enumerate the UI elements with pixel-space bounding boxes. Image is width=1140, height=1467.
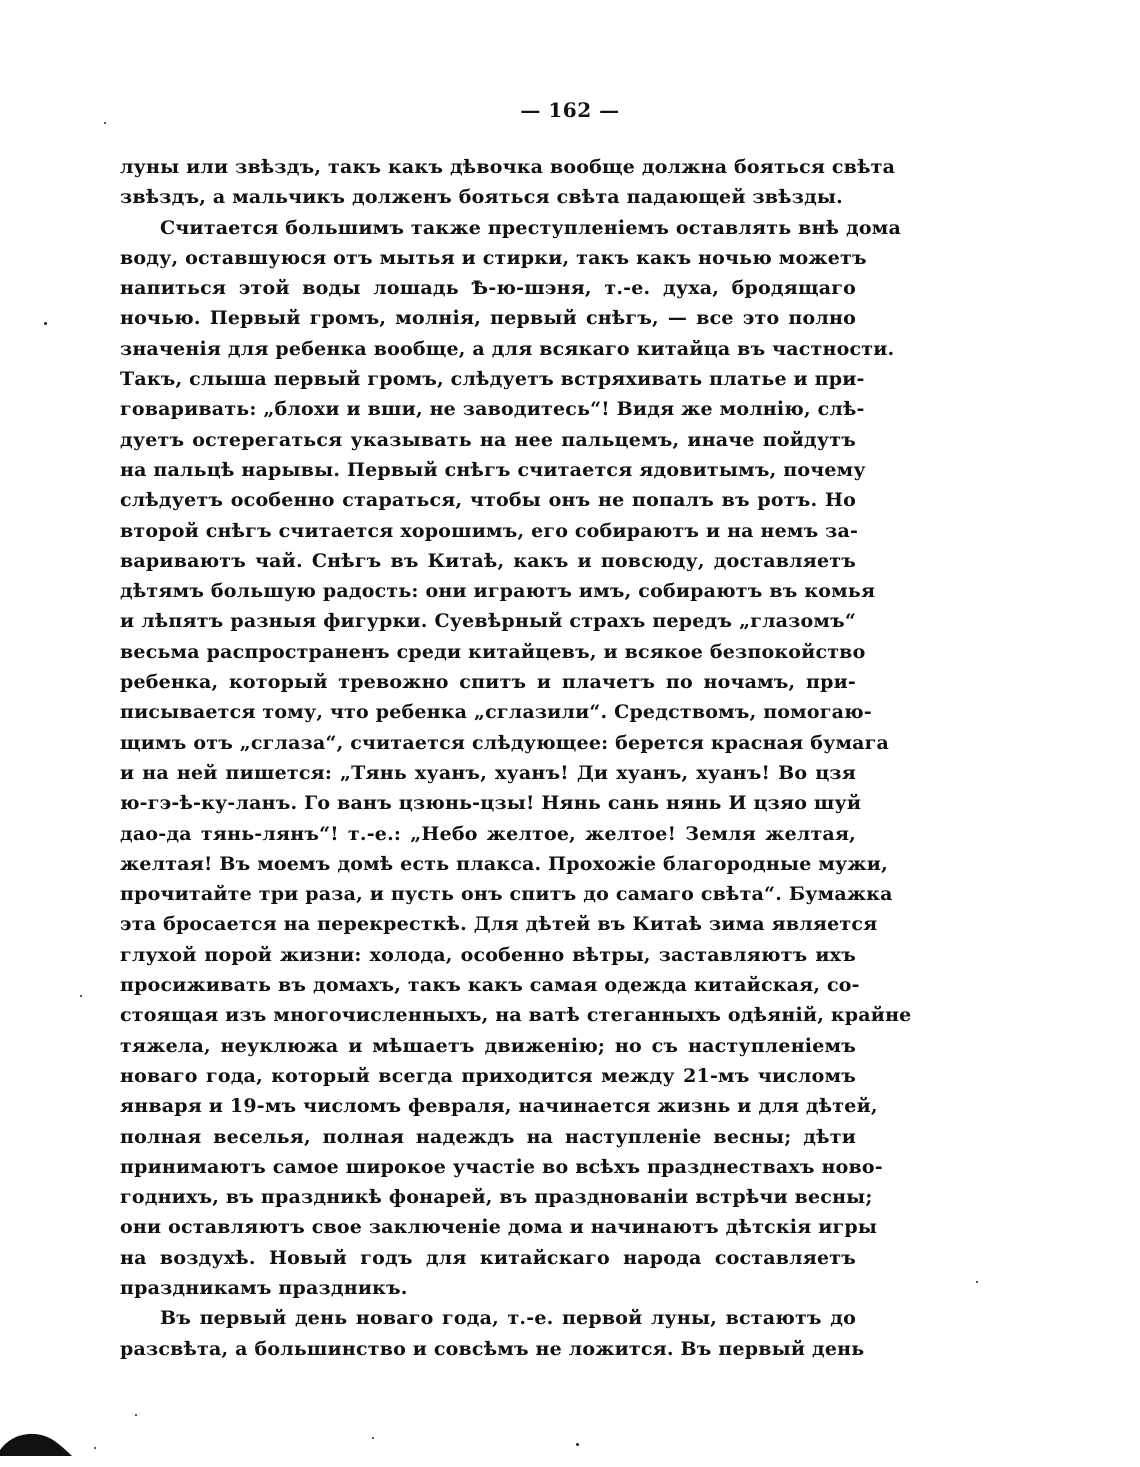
- text-line: годнихъ, въ праздникѣ фонарей, въ празднованіи встрѣчи весны;: [120, 1186, 873, 1209]
- text-line: щимъ отъ „сглаза“, считается слѣдующее: берется красная бумага: [120, 731, 890, 754]
- text-line: ю-гэ-ѣ-ку-ланъ. Го ванъ цзюнь-цзы! Нянь сань нянь И цзяо шуй: [120, 792, 862, 815]
- text-line: ребенка, который тревожно спитъ и плачетъ по ночамъ, при-: [120, 671, 856, 694]
- page-number: — 162 —: [520, 98, 620, 122]
- text-line: Въ первый день новаго года, т.-е. первой луны, встаютъ до: [160, 1307, 856, 1330]
- text-line: дѣтямъ большую радость: они играютъ имъ, собираютъ въ комья: [120, 580, 876, 603]
- text-line: и на ней пишется: „Тянь хуанъ, хуанъ! Ди хуанъ, хуанъ! Во цзя: [120, 761, 856, 784]
- text-line: говаривать: „блохи и вши, не заводитесь“! Видя же молнію, слѣ-: [120, 398, 865, 421]
- text-line: и лѣпятъ разныя фигурки. Суевѣрный страхъ передъ „глазомъ“: [120, 610, 856, 633]
- text-line: января и 19-мъ числомъ февраля, начинается жизнь и для дѣтей,: [120, 1095, 878, 1118]
- text-line: праздникамъ праздникъ.: [120, 1276, 408, 1299]
- text-line: напиться этой воды лошадь Ѣ-ю-шэня, т.-е. духа, бродящаго: [120, 277, 856, 300]
- text-line: Такъ, слыша первый громъ, слѣдуетъ встряхивать платье и при-: [120, 368, 865, 391]
- text-line: полная веселья, полная надеждъ на наступленіе весны; дѣти: [120, 1125, 856, 1148]
- text-line: они оставляютъ свое заключеніе дома и начинаютъ дѣтскія игры: [120, 1216, 878, 1239]
- text-line: воду, оставшуюся отъ мытья и стирки, такъ какъ ночью можетъ: [120, 246, 867, 269]
- text-line: весьма распространенъ среди китайцевъ, и всякое безпокойство: [120, 640, 866, 663]
- text-line: новаго года, который всегда приходится между 21-мъ числомъ: [120, 1064, 856, 1087]
- text-line: слѣдуетъ особенно стараться, чтобы онъ не попалъ въ ротъ. Но: [120, 489, 856, 512]
- scan-speck: [94, 1447, 96, 1449]
- text-line: эта бросается на перекресткѣ. Для дѣтей въ Китаѣ зима является: [120, 913, 878, 936]
- text-line: на пальцѣ нарывы. Первый снѣгъ считается ядовитымъ, почему: [120, 458, 866, 481]
- text-line: Считается большимъ также преступленіемъ оставлять внѣ дома: [160, 216, 901, 239]
- scan-artifact-blob: [0, 1430, 72, 1456]
- text-line: второй снѣгъ считается хорошимъ, его собираютъ и на немъ за-: [120, 519, 859, 542]
- text-line: стоящая изъ многочисленныхъ, на ватѣ стеганныхъ одѣяній, крайне: [120, 1004, 912, 1027]
- text-line: просиживать въ домахъ, такъ какъ самая одежда китайская, со-: [120, 974, 860, 997]
- scan-speck: [135, 1414, 137, 1416]
- text-line: дуетъ остерегаться указывать на нее пальцемъ, иначе пойдутъ: [120, 428, 856, 451]
- text-line: глухой порой жизни: холода, особенно вѣтры, заставляютъ ихъ: [120, 943, 856, 966]
- scan-speck: [372, 1437, 374, 1439]
- text-line: звѣздъ, а мальчикъ долженъ бояться свѣта падающей звѣзды.: [120, 186, 843, 209]
- scan-speck: [976, 1281, 978, 1283]
- text-line: дао-да тянь-лянъ“! т.-е.: „Небо желтое, желтое! Земля желтая,: [120, 822, 856, 845]
- text-line: значенія для ребенка вообще, а для всякаго китайца въ частности.: [120, 337, 895, 360]
- text-line: писывается тому, что ребенка „сглазили“. Средствомъ, помогаю-: [120, 701, 872, 724]
- text-line: желтая! Въ моемъ домѣ есть плакса. Прохожіе благородные мужи,: [120, 852, 888, 875]
- text-line: на воздухѣ. Новый годъ для китайскаго народа составляетъ: [120, 1246, 856, 1269]
- text-line: разсвѣта, а большинство и совсѣмъ не ложится. Въ первый день: [120, 1337, 865, 1360]
- scan-speck: [44, 322, 47, 325]
- scan-speck: [576, 1443, 579, 1446]
- text-line: прочитайте три раза, и пусть онъ спитъ до самаго свѣта“. Бумажка: [120, 883, 893, 906]
- scan-speck: [80, 995, 82, 997]
- body-text: [120, 152, 912, 1364]
- text-line: луны или звѣздъ, такъ какъ дѣвочка вообще должна бояться свѣта: [120, 156, 896, 178]
- text-line: вариваютъ чай. Снѣгъ въ Китаѣ, какъ и повсюду, доставляетъ: [120, 549, 856, 572]
- text-line: ночью. Первый громъ, молнія, первый снѣгъ, — все это полно: [120, 307, 856, 330]
- text-line: принимаютъ самое широкое участіе во всѣхъ празднествахъ ново-: [120, 1155, 883, 1178]
- text-line: тяжела, неуклюжа и мѣшаетъ движенію; но съ наступленіемъ: [120, 1034, 856, 1057]
- scan-speck: [104, 122, 106, 124]
